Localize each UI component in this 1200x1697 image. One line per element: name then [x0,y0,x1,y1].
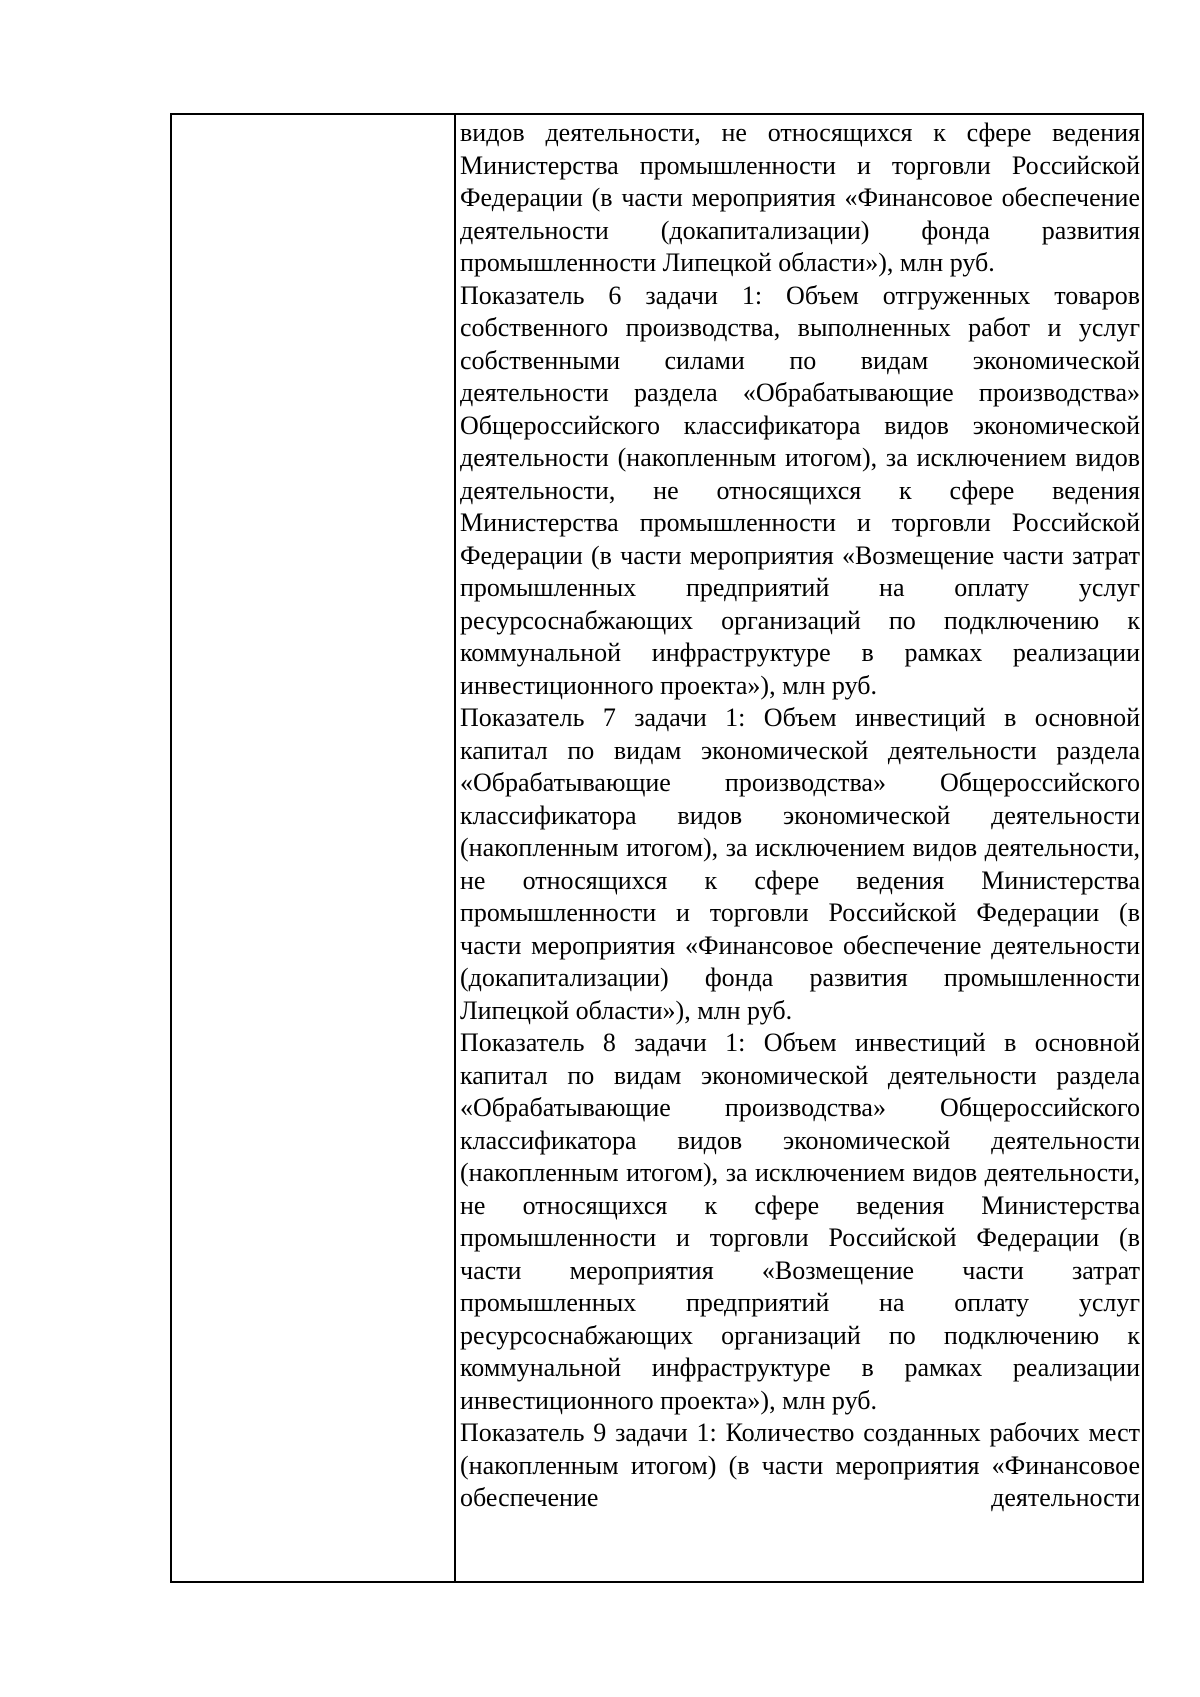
paragraph-indicator-9: Показатель 9 задачи 1: Количество созданных рабочих мест (накопленным итогом) (в части мероприятия «Финансовое обеспечение деятельности [460,1418,1140,1512]
table-cell-right [456,115,1142,1581]
document-table [170,113,1144,1583]
table-cell-left [172,115,456,1581]
paragraph-continuation: видов деятельности, не относящихся к сфере ведения Министерства промышленности и торговли Российской Федерации (в части мероприятия «Финансовое обеспечение деятельности (докапитализации) фонда развития промышленности Липецкой области»), млн руб. [460,118,1140,277]
paragraph-indicator-6: Показатель 6 задачи 1: Объем отгруженных товаров собственного производства, выполненных работ и услуг собственными силами по видам экономической деятельности раздела «Обрабатывающие производства» Общероссийского классификатора видов экономической деятельности (накопленным итогом), за исключением видов деятельности, не относящихся к сфере ведения Министерства промышленности и торговли Российской Федерации (в части мероприятия «Возмещение части затрат промышленных предприятий на оплату услуг ресурсоснабжающих организаций по подключению к коммунальной инфраструктуре в рамках реализации инвестиционного проекта»), млн руб. [460,280,1140,700]
paragraph-indicator-8: Показатель 8 задачи 1: Объем инвестиций в основной капитал по видам экономической деятельности раздела «Обрабатывающие производства» Общероссийского классификатора видов экономической деятельности (накопленным итогом), за исключением видов деятельности, не относящихся к сфере ведения Министерства промышленности и торговли Российской Федерации (в части мероприятия «Возмещение части затрат промышленных предприятий на оплату услуг ресурсоснабжающих организаций по подключению к коммунальной инфраструктуре в рамках реализации инвестиционного проекта»), млн руб. [460,1028,1140,1415]
paragraph-indicator-7: Показатель 7 задачи 1: Объем инвестиций в основной капитал по видам экономической деятельности раздела «Обрабатывающие производства» Общероссийского классификатора видов экономической деятельности (накопленным итогом), за исключением видов деятельности, не относящихся к сфере ведения Министерства промышленности и торговли Российской Федерации (в части мероприятия «Финансовое обеспечение деятельности (докапитализации) фонда развития промышленности Липецкой области»), млн руб. [460,703,1140,1025]
